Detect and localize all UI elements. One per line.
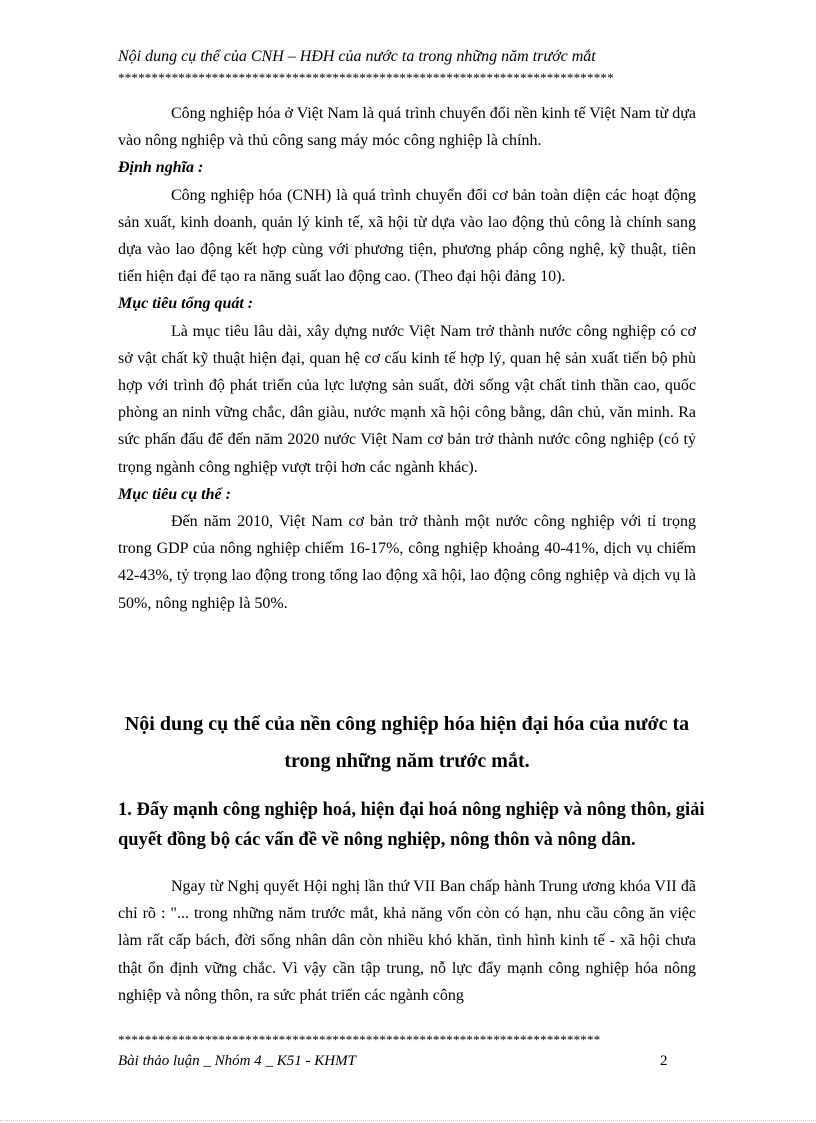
specific-goal-label: Mục tiêu cụ thể : (118, 485, 231, 503)
body-text (118, 100, 696, 617)
running-header: Nội dung cụ thể của CNH – HĐH của nước ta trong những năm trước mắt (118, 48, 596, 65)
page-number: 2 (660, 1053, 668, 1069)
page-break-line (0, 1120, 816, 1121)
footer-text: Bài thảo luận _ Nhóm 4 _ K51 - KHMT (118, 1053, 356, 1069)
general-goal-paragraph: Là mục tiêu lâu dài, xây dựng nước Việt Nam trở thành nước công nghiệp có cơ sở vật chất kỹ thuật hiện đại, quan hệ cơ cấu kinh tế hợp lý, quan hệ sản xuất tiến bộ phù hợp với trình độ phát triển của lực lượng sản suất, đời sống vật chất tinh thần cao, quốc phòng an ninh vững chắc, dân giàu, nước mạnh xã hội công bằng, dân chủ, văn minh. Ra sức phấn đấu để đến năm 2020 nước Việt Nam cơ bản trở thành nước công nghiệp (có tỷ trọng ngành công nghiệp vượt trội hơn các ngành khác). (118, 322, 696, 476)
subsection-body (118, 873, 696, 1009)
header-divider: ************************************************************************** (118, 70, 614, 85)
section-heading: Nội dung cụ thể của nền công nghiệp hóa hiện đại hóa của nước ta trong những năm trước mắt. (124, 713, 690, 772)
definition-paragraph: Công nghiệp hóa (CNH) là quá trình chuyển đổi cơ bản toàn diện các hoạt động sản xuất, kinh doanh, quản lý kinh tế, xã hội từ dựa vào lao động thủ công là chính sang dựa vào lao động kết hợp cùng với phương tiện, phương pháp công nghệ, kỹ thuật, tiên tiến hiện đại để tạo ra năng suất lao động cao. (Theo đại hội đảng 10). (118, 186, 696, 286)
subsection-paragraph: Ngay từ Nghị quyết Hội nghị lần thứ VII Ban chấp hành Trung ương khóa VII đã chỉ rõ : "... trong những năm trước mắt, khả năng vốn còn có hạn, nhu cầu công ăn việc làm rất cấp bách, đời sống nhân dân còn nhiều khó khăn, tình hình kinh tế - xã hội chưa thật ổn định vững chắc. Vì vậy cần tập trung, nỗ lực đẩy mạnh công nghiệp hóa nông nghiệp và nông thôn, ra sức phát triển các ngành công (118, 878, 696, 1004)
intro-paragraph: Công nghiệp hóa ở Việt Nam là quá trình chuyển đổi nền kinh tế Việt Nam từ dựa vào nông nghiệp và thủ công sang máy móc công nghiệp là chính. (118, 105, 696, 150)
footer-divider: ************************************************************************ (118, 1032, 601, 1047)
general-goal-label: Mục tiêu tổng quát : (118, 295, 254, 313)
subsection-heading: 1. Đẩy mạnh công nghiệp hoá, hiện đại hoá nông nghiệp và nông thôn, giải quyết đồng bộ các vấn đề về nông nghiệp, nông thôn và nông dân. (118, 800, 705, 850)
specific-goal-paragraph: Đến năm 2010, Việt Nam cơ bản trở thành một nước công nghiệp với tỉ trọng trong GDP của nông nghiệp chiếm 16-17%, công nghiệp khoảng 40-41%, dịch vụ chiếm 42-43%, tỷ trọng lao động trong tổng lao động xã hội, lao động công nghiệp và dịch vụ là 50%, nông nghiệp là 50%. (118, 513, 696, 612)
definition-label: Định nghĩa : (118, 159, 204, 177)
